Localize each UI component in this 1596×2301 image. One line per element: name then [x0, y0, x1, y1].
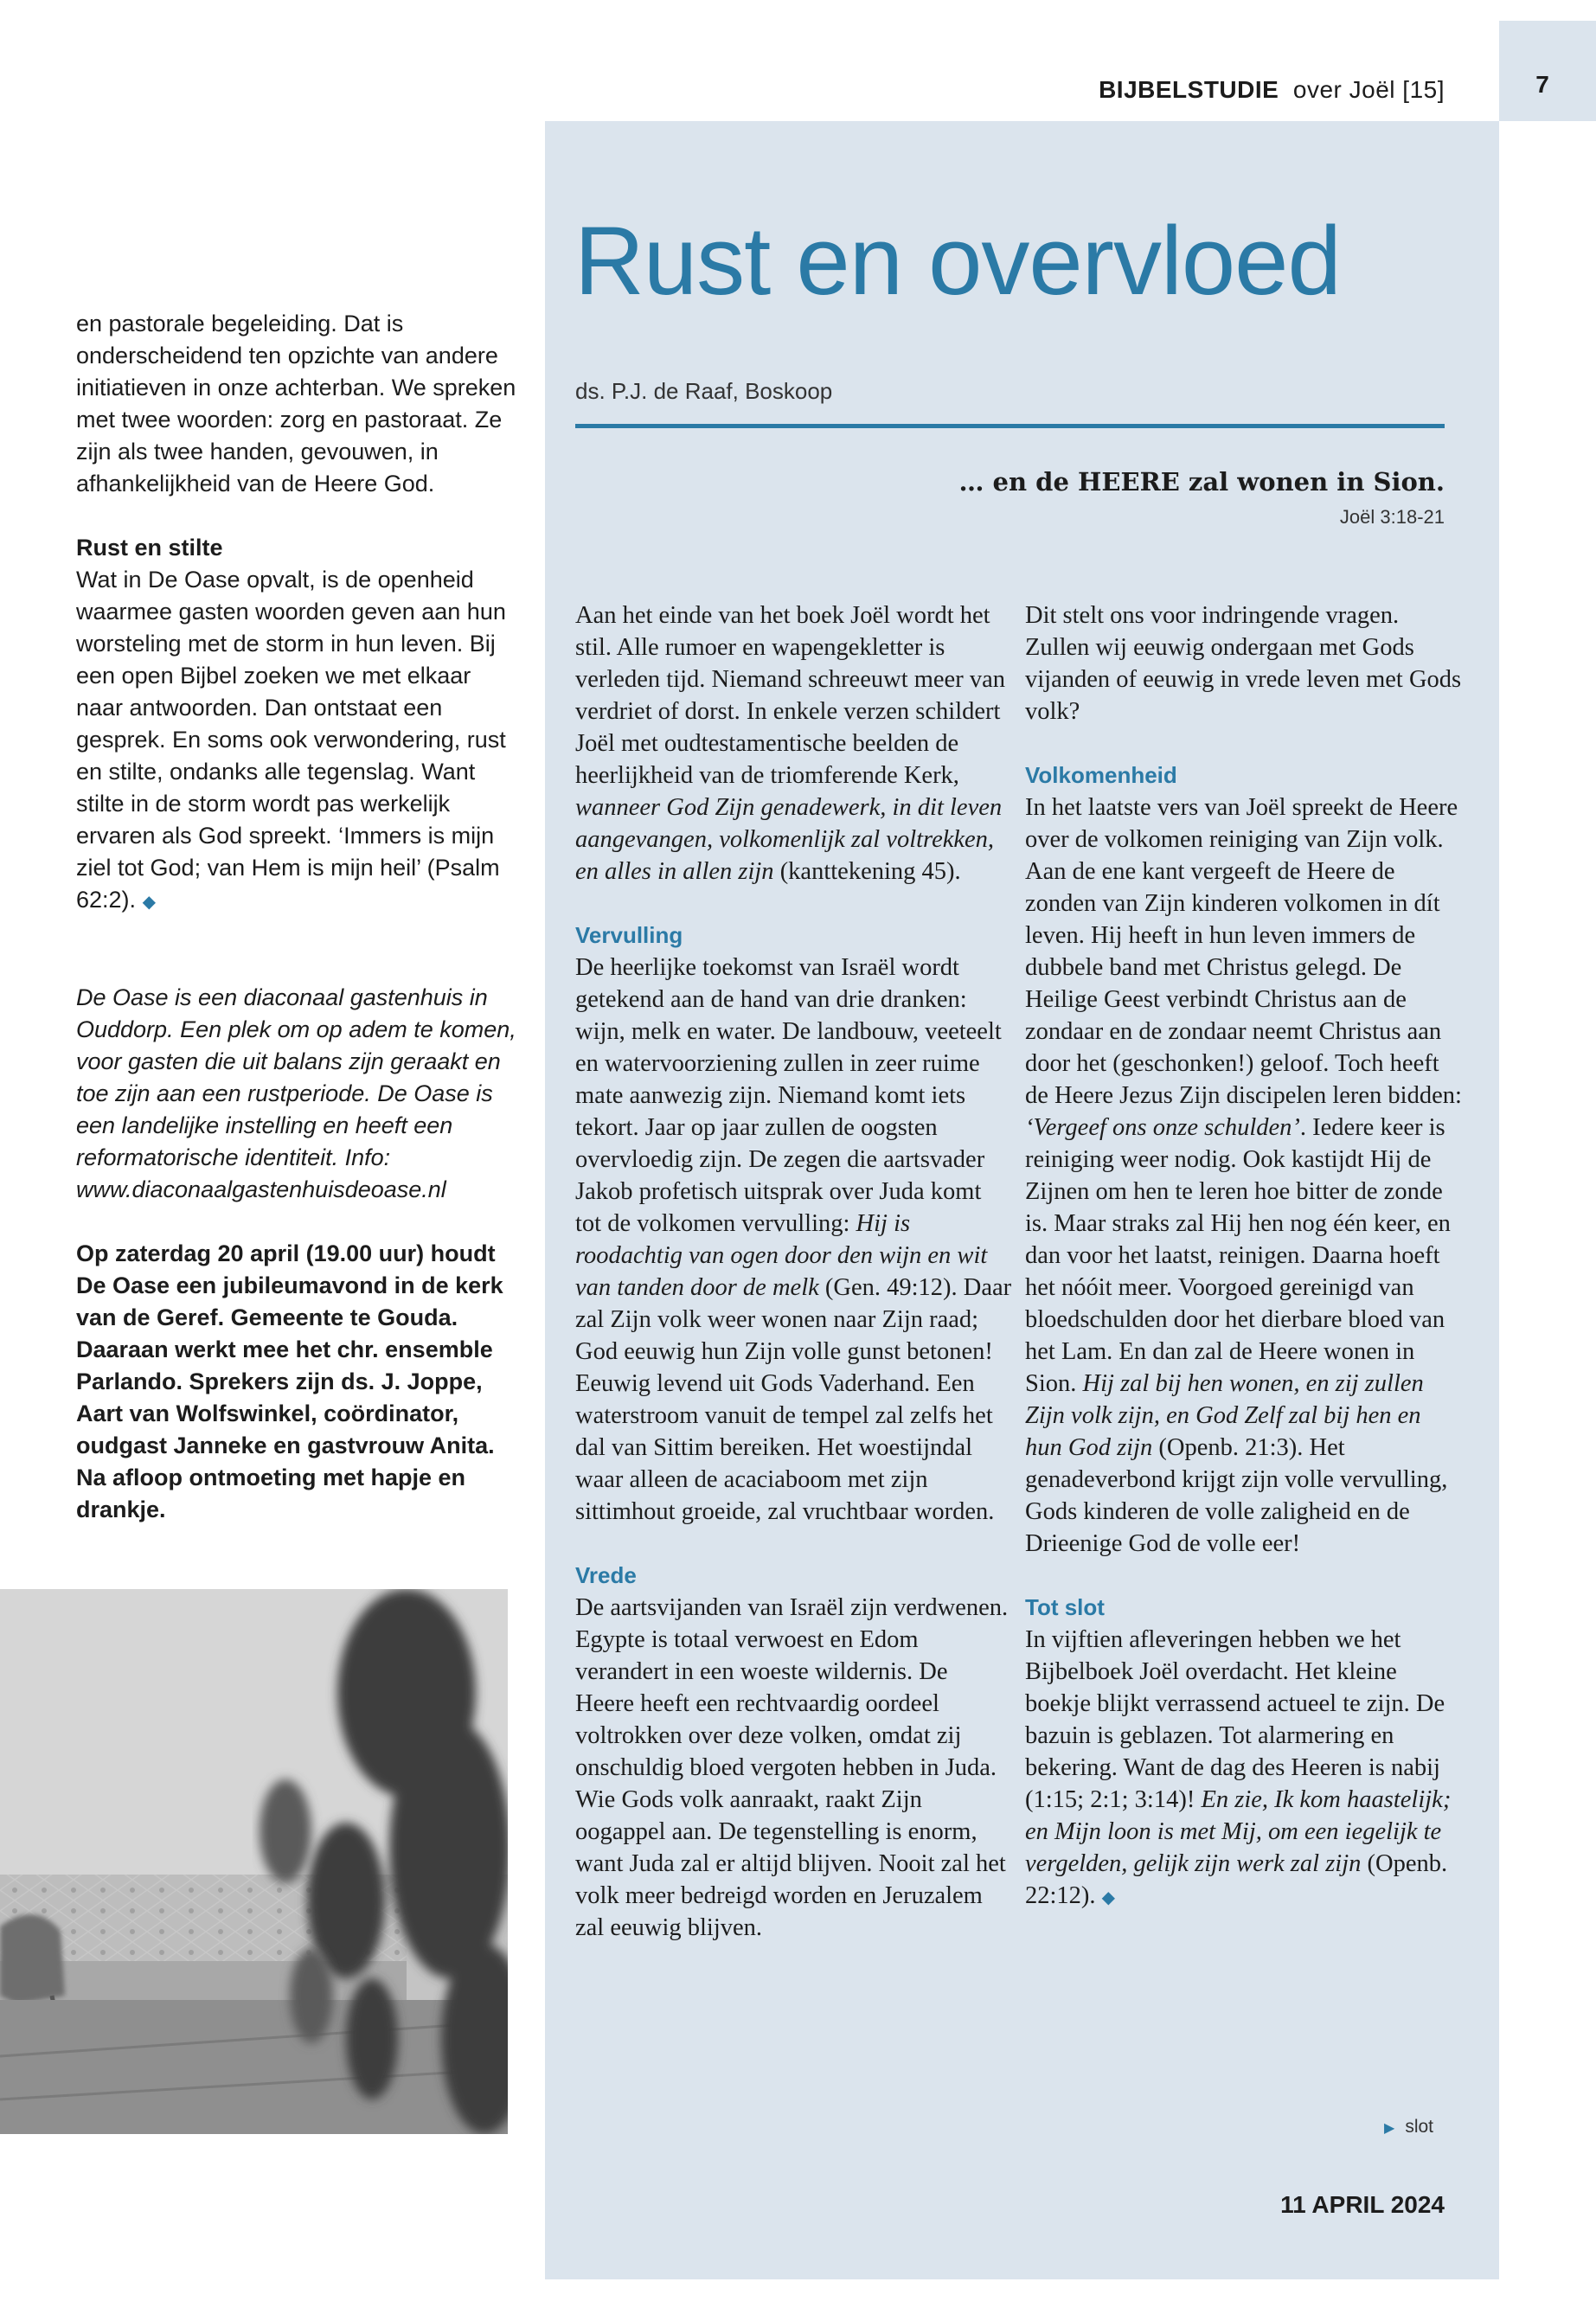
mid-p2-italic: Hij is roodachtig van ogen door den wijn en wit van tanden door de melk [575, 1210, 988, 1301]
right-paragraph-2 [1025, 792, 1462, 1560]
mid-p1-text: Aan het einde van het boek Joël wordt het stil. Alle rumoer en wapengekletter is verleden tijd. Niemand schreeuwt meer van verdriet of dorst. In enkele verzen schildert Joël met oudtestamentische beelden de heerlijkheid van de triomferende Kerk, [575, 602, 1005, 789]
triangle-right-icon: ▶ [1384, 2121, 1395, 2136]
page-number: 7 [1535, 71, 1549, 98]
mid-p1-italic: wanneer God Zijn genadewerk, in dit leven aangevangen, volkomenlijk zal voltrekken, en alles in allen zijn [575, 794, 1003, 885]
mid-p2-end: (Gen. 49:12). Daar zal Zijn volk weer wonen naar Zijn raad; God eeuwig hun Zijn volle gunst betonen! Eeuwig levend uit Gods Vaderhand. Een waterstroom vanuit de tempel zal zelfs het dal van Sittim bereiken. Het woestijndal waar alleen de acaciaboom met zijn sittimhout groeide, zal vruchtbaar worden. [575, 1274, 1012, 1525]
right-p3-text: In vijftien afleveringen hebben we het Bijbelboek Joël overdacht. Het kleine boekje blijkt verrassend actueel te zijn. De bazuin is geblazen. Tot alarmering en bekering. Want de dag des Heeren is nabij (1:15; 2:1; 3:14)! [1025, 1626, 1445, 1813]
running-header [952, 76, 1445, 104]
series-end-marker [1384, 2117, 1433, 2138]
section-heading-tot-slot: Tot slot [1025, 1594, 1105, 1620]
mid-paragraph-2 [575, 952, 1012, 1528]
header-section: BIJBELSTUDIE [1099, 76, 1279, 103]
interior-photo-illustration [0, 1589, 508, 2134]
section-heading-volkomenheid: Volkomenheid [1025, 762, 1177, 788]
right-p2-text: In het laatste vers van Joël spreekt de Heere over de volkomen reiniging van Zijn volk. Aan de ene kant vergeeft de Heere de zonden van Zijn kinderen volkomen in dít leven. Hij heeft in hun leven immers de dubbele band met Christus gelegd. De Heilige Geest verbindt Christus aan de zondaar en de zondaar neemt Christus aan door het (geschonken!) geloof. Toch heeft de Heere Jezus Zijn discipelen leren bidden: [1025, 794, 1462, 1109]
right-p2-italic-2: Hij zal bij hen wonen, en zij zullen Zijn volk zijn, en God Zelf zal bij hen en hun God zijn [1025, 1370, 1424, 1461]
title-rule [575, 424, 1445, 428]
interior-photo [0, 1589, 508, 2134]
right-p3-italic: En zie, Ik kom haastelijk; en Mijn loon is met Mij, om een iegelijk te vergelden, gelijk zijn werk zal zijn [1025, 1786, 1452, 1877]
section-heading-vrede: Vrede [575, 1562, 637, 1588]
right-p2-end: (Openb. 21:3). Het genadeverbond krijgt zijn volle vervulling, Gods kinderen de volle zaligheid en de Drieenige God de volle eer! [1025, 1434, 1448, 1557]
mid-paragraph-3: De aartsvijanden van Israël zijn verdwenen. Egypte is totaal verwoest en Edom verandert in een woeste wildernis. De Heere heeft een rechtvaardig oordeel voltrokken over deze volken, omdat zij onschuldig bloed vergoten hebben in Juda. Wie Gods volk aanraakt, raakt Zijn oogappel aan. De tegenstelling is enorm, want Juda zal er altijd blijven. Nooit zal het volk meer bedreigd worden en Jeruzalem zal eeuwig blijven. [575, 1594, 1009, 1941]
rust-en-stilte-text: Wat in De Oase opvalt, is de openheid waarmee gasten woorden geven aan hun worsteling met de storm in hun leven. Bij een open Bijbel zoeken we met elkaar naar antwoorden. Dan ontstaat een gesprek. En soms ook verwondering, rust en stilte, ondanks alle tegenslag. Want stilte in de storm wordt pas werkelijk ervaren als God spreekt. ‘Immers is mijn ziel tot God; van Hem is mijn heil’ (Psalm 62:2). [76, 567, 506, 913]
rust-en-stilte-paragraph [76, 564, 517, 919]
section-heading-rust-en-stilte: Rust en stilte [76, 535, 223, 561]
right-p2-italic: ‘Vergeef ons onze schulden’ [1025, 1114, 1300, 1141]
lead-quote-reference: Joël 3:18-21 [1339, 506, 1445, 528]
jubilee-announcement: Op zaterdag 20 april (19.00 uur) houdt De Oase een jubileumavond in de kerk van de Geref. Gemeente te Gouda. Daaraan werkt mee het chr. ensemble Parlando. Sprekers zijn ds. J. Joppe, Aart van Wolfswinkel, coördinator, oudgast Janneke en gastvrouw Anita. Na afloop ontmoeting met hapje en drankje. [76, 1240, 503, 1522]
oase-info-paragraph: De Oase is een diaconaal gastenhuis in Ouddorp. Een plek om op adem te komen, voor gasten die uit balans zijn geraakt en toe zijn aan een rustperiode. De Oase is een landelijke instelling en heeft een reformatorische identiteit. Info: www.diaconaalgastenhuisdeoase.nl [76, 984, 516, 1202]
lead-quote: … en de HEERE zal wonen in Sion. [958, 467, 1445, 497]
left-column-top [76, 308, 517, 919]
mid-paragraph-1 [575, 599, 1012, 888]
end-mark-icon: ◆ [1101, 1888, 1116, 1907]
mid-p2-text: De heerlijke toekomst van Israël wordt getekend aan de hand van drie dranken: wijn, melk en water. De landbouw, veeteelt en watervoorziening zullen in zeer ruime mate aanwezig zijn. Niemand komt iets tekort. Jaar op jaar zullen de oogsten overvloedig zijn. De zegen die aartsvader Jakob profetisch uitsprak over Juda komt tot de volkomen vervulling: [575, 954, 1002, 1237]
left-column-bottom [76, 982, 517, 1526]
issue-date: 11 APRIL 2024 [1280, 2191, 1445, 2218]
intro-paragraph: en pastorale begeleiding. Dat is onderscheidend ten opzichte van andere initiatieven in onze achterban. We spreken met twee woorden: zorg en pastoraat. Ze zijn als twee handen, gevouwen, in afhankelijkheid van de Heere God. [76, 311, 516, 497]
right-paragraph-3 [1025, 1624, 1462, 1914]
right-column [1025, 599, 1462, 1914]
mid-p1-end: (kanttekening 45). [773, 858, 961, 885]
article-author: ds. P.J. de Raaf, Boskoop [575, 378, 833, 404]
slot-label: slot [1405, 2117, 1433, 2137]
section-heading-vervulling: Vervulling [575, 922, 683, 948]
article-title: Rust en overvloed [574, 207, 1341, 315]
right-paragraph-1: Dit stelt ons voor indringende vragen. Zullen wij eeuwig ondergaan met Gods vijanden of eeuwig in vrede leven met Gods volk? [1025, 602, 1462, 725]
right-p3-end: (Openb. 22:12). [1025, 1850, 1448, 1909]
end-mark-icon: ◆ [142, 893, 156, 912]
header-subtitle: over Joël [15] [1292, 76, 1445, 103]
right-p2-mid: . Iedere keer is reiniging weer nodig. Ook kastijdt Hij de Zijnen om hen te leren hoe bitter de zonde is. Maar straks zal Hij hen nog één keer, en dan voor het laatst, reinigen. Daarna hoeft het nóóit meer. Voorgoed gereinigd van bloedschulden door het dierbare bloed van het Lam. En dan zal de Heere wonen in Sion. [1025, 1114, 1451, 1397]
middle-column [575, 599, 1012, 1944]
